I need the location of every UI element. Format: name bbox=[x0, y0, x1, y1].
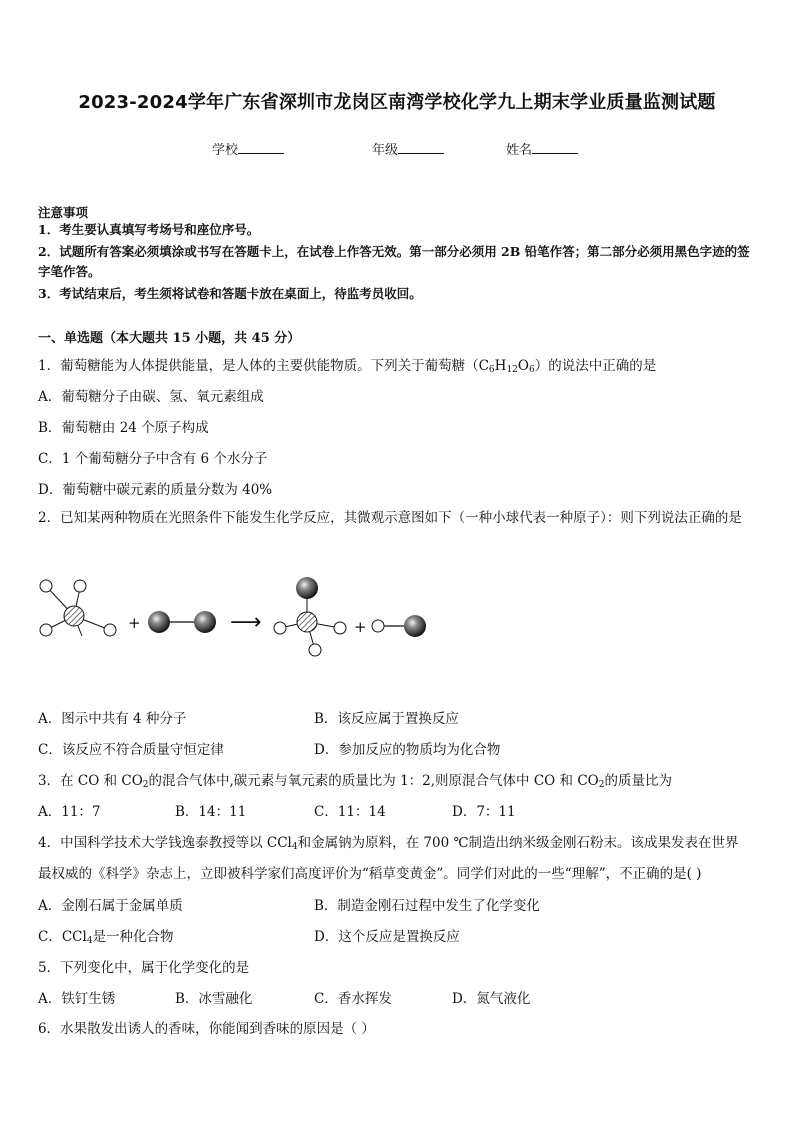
section-heading: 一、单选题（本大题共 15 小题，共 45 分） bbox=[38, 331, 301, 346]
question-1-stem: 1．葡萄糖能为人体提供能量，是人体的主要供能物质。下列关于葡萄糖$(C_6H_{12}O_6)$的说法中正确的是 bbox=[38, 358, 657, 375]
question-2-stem: 2．已知某两种物质在光照条件下能发生化学反应，其微观示意图如下（一种小球代表一种原子）：则下列说法正确的是 bbox=[38, 510, 742, 526]
school-field[interactable] bbox=[212, 139, 284, 158]
grade-field[interactable] bbox=[372, 139, 444, 158]
notice-item-3: 3．考试结束后，考生须将试卷和答题卡放在桌面上，待监考员收回。 bbox=[38, 286, 422, 301]
q5-option-c[interactable]: C．香水挥发 bbox=[314, 991, 392, 1007]
q5-option-d[interactable]: D．氮气液化 bbox=[452, 991, 531, 1007]
q1-option-c[interactable]: C．1 个葡萄糖分子中含有 6 个水分子 bbox=[38, 451, 268, 467]
notice-item-1: 1．考生要认真填写考场号和座位序号。 bbox=[38, 222, 260, 237]
page-title: 2023-2024学年广东省深圳市龙岗区南湾学校化学九上期末学业质量监测试题 bbox=[78, 92, 716, 113]
name-label: 姓名 bbox=[506, 143, 533, 158]
plus-sign-2: + bbox=[354, 618, 367, 636]
notice-item-2: 2．试题所有答案必须填涂或书写在答题卡上，在试卷上作答无效。第一部分必须用 2B 铅笔作答；第二部分必须用黑色字迹的签字笔作答。 bbox=[38, 244, 750, 279]
q3-option-a[interactable]: A．11：7 bbox=[38, 804, 101, 820]
question-3-stem: 3．在 CO 和 $CO_2$的混合气体中,碳元素与氧元素的质量比为 1：2,则原混合气体中 CO 和 $CO_2$的质量比为 bbox=[38, 773, 672, 790]
name-blank[interactable] bbox=[532, 140, 578, 154]
q2-option-b[interactable]: B．该反应属于置换反应 bbox=[314, 711, 459, 727]
q1-option-d[interactable]: D．葡萄糖中碳元素的质量分数为 40% bbox=[38, 482, 273, 498]
q5-option-b[interactable]: B．冰雪融化 bbox=[175, 991, 253, 1007]
q2-option-c[interactable]: C．该反应不符合质量守恒定律 bbox=[38, 742, 224, 758]
grade-label: 年级 bbox=[372, 143, 399, 158]
grade-blank[interactable] bbox=[398, 140, 444, 154]
question-6-stem: 6．水果散发出诱人的香味，你能闻到香味的原因是（ ） bbox=[38, 1021, 375, 1037]
q3-option-c[interactable]: C．11：14 bbox=[314, 804, 386, 820]
reaction-diagram bbox=[30, 572, 450, 662]
q1-option-b[interactable]: B．葡萄糖由 24 个原子构成 bbox=[38, 420, 209, 436]
q2-option-a[interactable]: A．图示中共有 4 种分子 bbox=[38, 711, 187, 727]
notice-heading: 注意事项 bbox=[38, 205, 89, 220]
q4-option-a[interactable]: A．金刚石属于金属单质 bbox=[38, 898, 183, 914]
school-label: 学校 bbox=[212, 143, 239, 158]
reaction-arrow: ⟶ bbox=[230, 610, 262, 635]
plus-sign-1: + bbox=[128, 614, 141, 632]
q1-option-a[interactable]: A．葡萄糖分子由碳、氢、氧元素组成 bbox=[38, 389, 264, 405]
name-field[interactable] bbox=[506, 139, 578, 158]
question-5-stem: 5．下列变化中，属于化学变化的是 bbox=[38, 960, 250, 976]
q4-option-b[interactable]: B．制造金刚石过程中发生了化学变化 bbox=[314, 898, 540, 914]
q2-option-d[interactable]: D．参加反应的物质均为化合物 bbox=[314, 742, 501, 758]
question-4-stem-line-2: 最权威的《科学》杂志上，立即被科学家们高度评价为“稻草变黄金”。同学们对此的一些“理解”，不正确的是( ) bbox=[38, 866, 702, 882]
product-molecule-2 bbox=[372, 615, 426, 637]
q4-option-c[interactable]: C．CCl$_4$是一种化合物 bbox=[38, 929, 174, 946]
school-blank[interactable] bbox=[238, 140, 284, 154]
q5-option-a[interactable]: A．铁钉生锈 bbox=[38, 991, 116, 1007]
question-4-stem-line-1: 4．中国科学技术大学钱逸泰教授等以 CCl$_4$和金属钠为原料，在 700 ℃制造出纳米级金刚石粉末。该成果发表在世界 bbox=[38, 835, 739, 852]
reactant-molecule-1 bbox=[40, 580, 116, 636]
q4-option-d[interactable]: D．这个反应是置换反应 bbox=[314, 929, 460, 945]
q3-option-b[interactable]: B．14：11 bbox=[175, 804, 247, 820]
reactant-molecule-2 bbox=[148, 611, 216, 633]
product-molecule-1 bbox=[274, 577, 346, 656]
q3-option-d[interactable]: D．7：11 bbox=[452, 804, 516, 820]
